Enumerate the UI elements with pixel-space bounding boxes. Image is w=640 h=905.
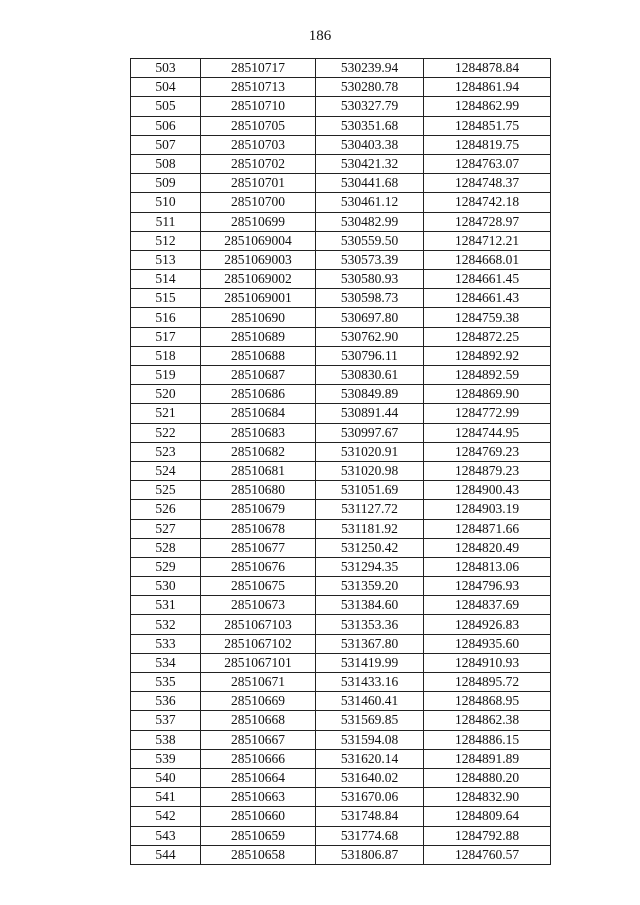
y-coordinate-cell: 1284769.23	[424, 442, 551, 461]
coordinate-table	[130, 58, 551, 865]
x-coordinate-cell: 531181.92	[316, 519, 424, 538]
x-coordinate-cell: 530403.38	[316, 135, 424, 154]
table-row	[131, 768, 551, 787]
y-coordinate-cell: 1284861.94	[424, 78, 551, 97]
table-row	[131, 289, 551, 308]
x-coordinate-cell: 531051.69	[316, 481, 424, 500]
point-id-cell: 28510684	[201, 404, 316, 423]
table-row	[131, 442, 551, 461]
table-row	[131, 308, 551, 327]
y-coordinate-cell: 1284891.89	[424, 749, 551, 768]
table-row	[131, 730, 551, 749]
point-number-cell: 515	[131, 289, 201, 308]
point-number-cell: 526	[131, 500, 201, 519]
point-id-cell: 28510688	[201, 346, 316, 365]
point-id-cell: 2851067102	[201, 634, 316, 653]
point-id-cell: 28510679	[201, 500, 316, 519]
x-coordinate-cell: 530461.12	[316, 193, 424, 212]
point-id-cell: 28510659	[201, 826, 316, 845]
point-id-cell: 28510683	[201, 423, 316, 442]
x-coordinate-cell: 531384.60	[316, 596, 424, 615]
table-row	[131, 346, 551, 365]
x-coordinate-cell: 531020.91	[316, 442, 424, 461]
point-number-cell: 536	[131, 692, 201, 711]
point-id-cell: 28510682	[201, 442, 316, 461]
table-row	[131, 461, 551, 480]
point-id-cell: 28510717	[201, 59, 316, 78]
point-id-cell: 28510678	[201, 519, 316, 538]
point-number-cell: 539	[131, 749, 201, 768]
point-number-cell: 534	[131, 653, 201, 672]
point-number-cell: 528	[131, 538, 201, 557]
table-row	[131, 154, 551, 173]
x-coordinate-cell: 531640.02	[316, 768, 424, 787]
table-row	[131, 327, 551, 346]
y-coordinate-cell: 1284760.57	[424, 845, 551, 864]
point-id-cell: 28510669	[201, 692, 316, 711]
point-number-cell: 517	[131, 327, 201, 346]
point-id-cell: 28510673	[201, 596, 316, 615]
point-number-cell: 506	[131, 116, 201, 135]
y-coordinate-cell: 1284796.93	[424, 577, 551, 596]
point-number-cell: 538	[131, 730, 201, 749]
y-coordinate-cell: 1284910.93	[424, 653, 551, 672]
x-coordinate-cell: 530830.61	[316, 366, 424, 385]
y-coordinate-cell: 1284879.23	[424, 461, 551, 480]
point-id-cell: 28510658	[201, 845, 316, 864]
y-coordinate-cell: 1284748.37	[424, 174, 551, 193]
table-row	[131, 653, 551, 672]
table-row	[131, 500, 551, 519]
y-coordinate-cell: 1284668.01	[424, 250, 551, 269]
point-number-cell: 511	[131, 212, 201, 231]
table-row	[131, 596, 551, 615]
point-number-cell: 542	[131, 807, 201, 826]
point-number-cell: 503	[131, 59, 201, 78]
x-coordinate-cell: 530327.79	[316, 97, 424, 116]
y-coordinate-cell: 1284895.72	[424, 673, 551, 692]
table-row	[131, 749, 551, 768]
point-id-cell: 28510677	[201, 538, 316, 557]
table-row	[131, 59, 551, 78]
point-number-cell: 521	[131, 404, 201, 423]
point-id-cell: 28510680	[201, 481, 316, 500]
y-coordinate-cell: 1284851.75	[424, 116, 551, 135]
table-row	[131, 673, 551, 692]
y-coordinate-cell: 1284819.75	[424, 135, 551, 154]
table-row	[131, 193, 551, 212]
y-coordinate-cell: 1284832.90	[424, 788, 551, 807]
point-id-cell: 28510676	[201, 557, 316, 576]
y-coordinate-cell: 1284892.59	[424, 366, 551, 385]
table-row	[131, 577, 551, 596]
table-row	[131, 692, 551, 711]
table-row	[131, 807, 551, 826]
table-row	[131, 78, 551, 97]
y-coordinate-cell: 1284809.64	[424, 807, 551, 826]
point-number-cell: 510	[131, 193, 201, 212]
y-coordinate-cell: 1284872.25	[424, 327, 551, 346]
y-coordinate-cell: 1284837.69	[424, 596, 551, 615]
table-row	[131, 519, 551, 538]
point-id-cell: 28510663	[201, 788, 316, 807]
x-coordinate-cell: 530239.94	[316, 59, 424, 78]
x-coordinate-cell: 531748.84	[316, 807, 424, 826]
table-row	[131, 711, 551, 730]
x-coordinate-cell: 530482.99	[316, 212, 424, 231]
y-coordinate-cell: 1284862.38	[424, 711, 551, 730]
table-row	[131, 116, 551, 135]
point-number-cell: 520	[131, 385, 201, 404]
y-coordinate-cell: 1284661.45	[424, 270, 551, 289]
table-row	[131, 212, 551, 231]
point-id-cell: 2851069001	[201, 289, 316, 308]
point-number-cell: 513	[131, 250, 201, 269]
x-coordinate-cell: 531774.68	[316, 826, 424, 845]
point-number-cell: 533	[131, 634, 201, 653]
table-row	[131, 788, 551, 807]
point-number-cell: 529	[131, 557, 201, 576]
x-coordinate-cell: 531620.14	[316, 749, 424, 768]
x-coordinate-cell: 531806.87	[316, 845, 424, 864]
point-number-cell: 527	[131, 519, 201, 538]
point-number-cell: 507	[131, 135, 201, 154]
y-coordinate-cell: 1284763.07	[424, 154, 551, 173]
point-id-cell: 28510668	[201, 711, 316, 730]
point-number-cell: 508	[131, 154, 201, 173]
x-coordinate-cell: 530441.68	[316, 174, 424, 193]
x-coordinate-cell: 531594.08	[316, 730, 424, 749]
point-id-cell: 28510687	[201, 366, 316, 385]
x-coordinate-cell: 530697.80	[316, 308, 424, 327]
x-coordinate-cell: 531127.72	[316, 500, 424, 519]
y-coordinate-cell: 1284903.19	[424, 500, 551, 519]
point-id-cell: 28510713	[201, 78, 316, 97]
table-row	[131, 366, 551, 385]
table-row	[131, 174, 551, 193]
table-row	[131, 634, 551, 653]
point-number-cell: 530	[131, 577, 201, 596]
x-coordinate-cell: 530573.39	[316, 250, 424, 269]
point-id-cell: 28510702	[201, 154, 316, 173]
x-coordinate-cell: 531359.20	[316, 577, 424, 596]
point-number-cell: 524	[131, 461, 201, 480]
x-coordinate-cell: 531294.35	[316, 557, 424, 576]
x-coordinate-cell: 530351.68	[316, 116, 424, 135]
y-coordinate-cell: 1284880.20	[424, 768, 551, 787]
point-id-cell: 28510664	[201, 768, 316, 787]
table-row	[131, 97, 551, 116]
table-row	[131, 385, 551, 404]
y-coordinate-cell: 1284712.21	[424, 231, 551, 250]
y-coordinate-cell: 1284900.43	[424, 481, 551, 500]
point-number-cell: 523	[131, 442, 201, 461]
table-row	[131, 615, 551, 634]
table-row	[131, 231, 551, 250]
coordinate-table-body	[131, 59, 551, 865]
x-coordinate-cell: 530762.90	[316, 327, 424, 346]
x-coordinate-cell: 530997.67	[316, 423, 424, 442]
x-coordinate-cell: 531460.41	[316, 692, 424, 711]
x-coordinate-cell: 530891.44	[316, 404, 424, 423]
table-row	[131, 423, 551, 442]
y-coordinate-cell: 1284886.15	[424, 730, 551, 749]
table-row	[131, 826, 551, 845]
point-number-cell: 505	[131, 97, 201, 116]
x-coordinate-cell: 531419.99	[316, 653, 424, 672]
point-number-cell: 516	[131, 308, 201, 327]
page-number: 186	[308, 28, 332, 44]
y-coordinate-cell: 1284661.43	[424, 289, 551, 308]
x-coordinate-cell: 531433.16	[316, 673, 424, 692]
point-id-cell: 2851067103	[201, 615, 316, 634]
point-id-cell: 28510671	[201, 673, 316, 692]
x-coordinate-cell: 531670.06	[316, 788, 424, 807]
y-coordinate-cell: 1284744.95	[424, 423, 551, 442]
x-coordinate-cell: 530559.50	[316, 231, 424, 250]
table-row	[131, 270, 551, 289]
point-number-cell: 540	[131, 768, 201, 787]
x-coordinate-cell: 530849.89	[316, 385, 424, 404]
point-number-cell: 525	[131, 481, 201, 500]
y-coordinate-cell: 1284772.99	[424, 404, 551, 423]
table-row	[131, 538, 551, 557]
point-number-cell: 522	[131, 423, 201, 442]
table-row	[131, 135, 551, 154]
point-id-cell: 28510690	[201, 308, 316, 327]
point-id-cell: 28510666	[201, 749, 316, 768]
y-coordinate-cell: 1284813.06	[424, 557, 551, 576]
point-id-cell: 28510686	[201, 385, 316, 404]
table-row	[131, 250, 551, 269]
y-coordinate-cell: 1284892.92	[424, 346, 551, 365]
point-number-cell: 504	[131, 78, 201, 97]
point-id-cell: 28510699	[201, 212, 316, 231]
y-coordinate-cell: 1284878.84	[424, 59, 551, 78]
point-id-cell: 28510710	[201, 97, 316, 116]
point-id-cell: 28510667	[201, 730, 316, 749]
point-id-cell: 28510675	[201, 577, 316, 596]
point-number-cell: 532	[131, 615, 201, 634]
point-number-cell: 543	[131, 826, 201, 845]
x-coordinate-cell: 531367.80	[316, 634, 424, 653]
x-coordinate-cell: 530598.73	[316, 289, 424, 308]
y-coordinate-cell: 1284792.88	[424, 826, 551, 845]
point-id-cell: 28510660	[201, 807, 316, 826]
point-id-cell: 2851069002	[201, 270, 316, 289]
x-coordinate-cell: 531569.85	[316, 711, 424, 730]
x-coordinate-cell: 531353.36	[316, 615, 424, 634]
x-coordinate-cell: 530280.78	[316, 78, 424, 97]
point-id-cell: 2851069004	[201, 231, 316, 250]
y-coordinate-cell: 1284820.49	[424, 538, 551, 557]
y-coordinate-cell: 1284742.18	[424, 193, 551, 212]
table-row	[131, 845, 551, 864]
table-row	[131, 404, 551, 423]
point-number-cell: 531	[131, 596, 201, 615]
x-coordinate-cell: 530580.93	[316, 270, 424, 289]
point-id-cell: 28510703	[201, 135, 316, 154]
x-coordinate-cell: 530796.11	[316, 346, 424, 365]
point-number-cell: 518	[131, 346, 201, 365]
y-coordinate-cell: 1284935.60	[424, 634, 551, 653]
point-id-cell: 28510701	[201, 174, 316, 193]
point-number-cell: 541	[131, 788, 201, 807]
x-coordinate-cell: 531250.42	[316, 538, 424, 557]
point-id-cell: 28510700	[201, 193, 316, 212]
point-number-cell: 514	[131, 270, 201, 289]
point-id-cell: 2851069003	[201, 250, 316, 269]
point-number-cell: 544	[131, 845, 201, 864]
y-coordinate-cell: 1284926.83	[424, 615, 551, 634]
point-number-cell: 535	[131, 673, 201, 692]
point-number-cell: 519	[131, 366, 201, 385]
y-coordinate-cell: 1284759.38	[424, 308, 551, 327]
point-id-cell: 28510705	[201, 116, 316, 135]
point-id-cell: 2851067101	[201, 653, 316, 672]
x-coordinate-cell: 530421.32	[316, 154, 424, 173]
point-id-cell: 28510681	[201, 461, 316, 480]
y-coordinate-cell: 1284728.97	[424, 212, 551, 231]
point-number-cell: 509	[131, 174, 201, 193]
point-number-cell: 537	[131, 711, 201, 730]
y-coordinate-cell: 1284869.90	[424, 385, 551, 404]
table-row	[131, 481, 551, 500]
y-coordinate-cell: 1284871.66	[424, 519, 551, 538]
point-number-cell: 512	[131, 231, 201, 250]
table-row	[131, 557, 551, 576]
point-id-cell: 28510689	[201, 327, 316, 346]
y-coordinate-cell: 1284862.99	[424, 97, 551, 116]
x-coordinate-cell: 531020.98	[316, 461, 424, 480]
y-coordinate-cell: 1284868.95	[424, 692, 551, 711]
